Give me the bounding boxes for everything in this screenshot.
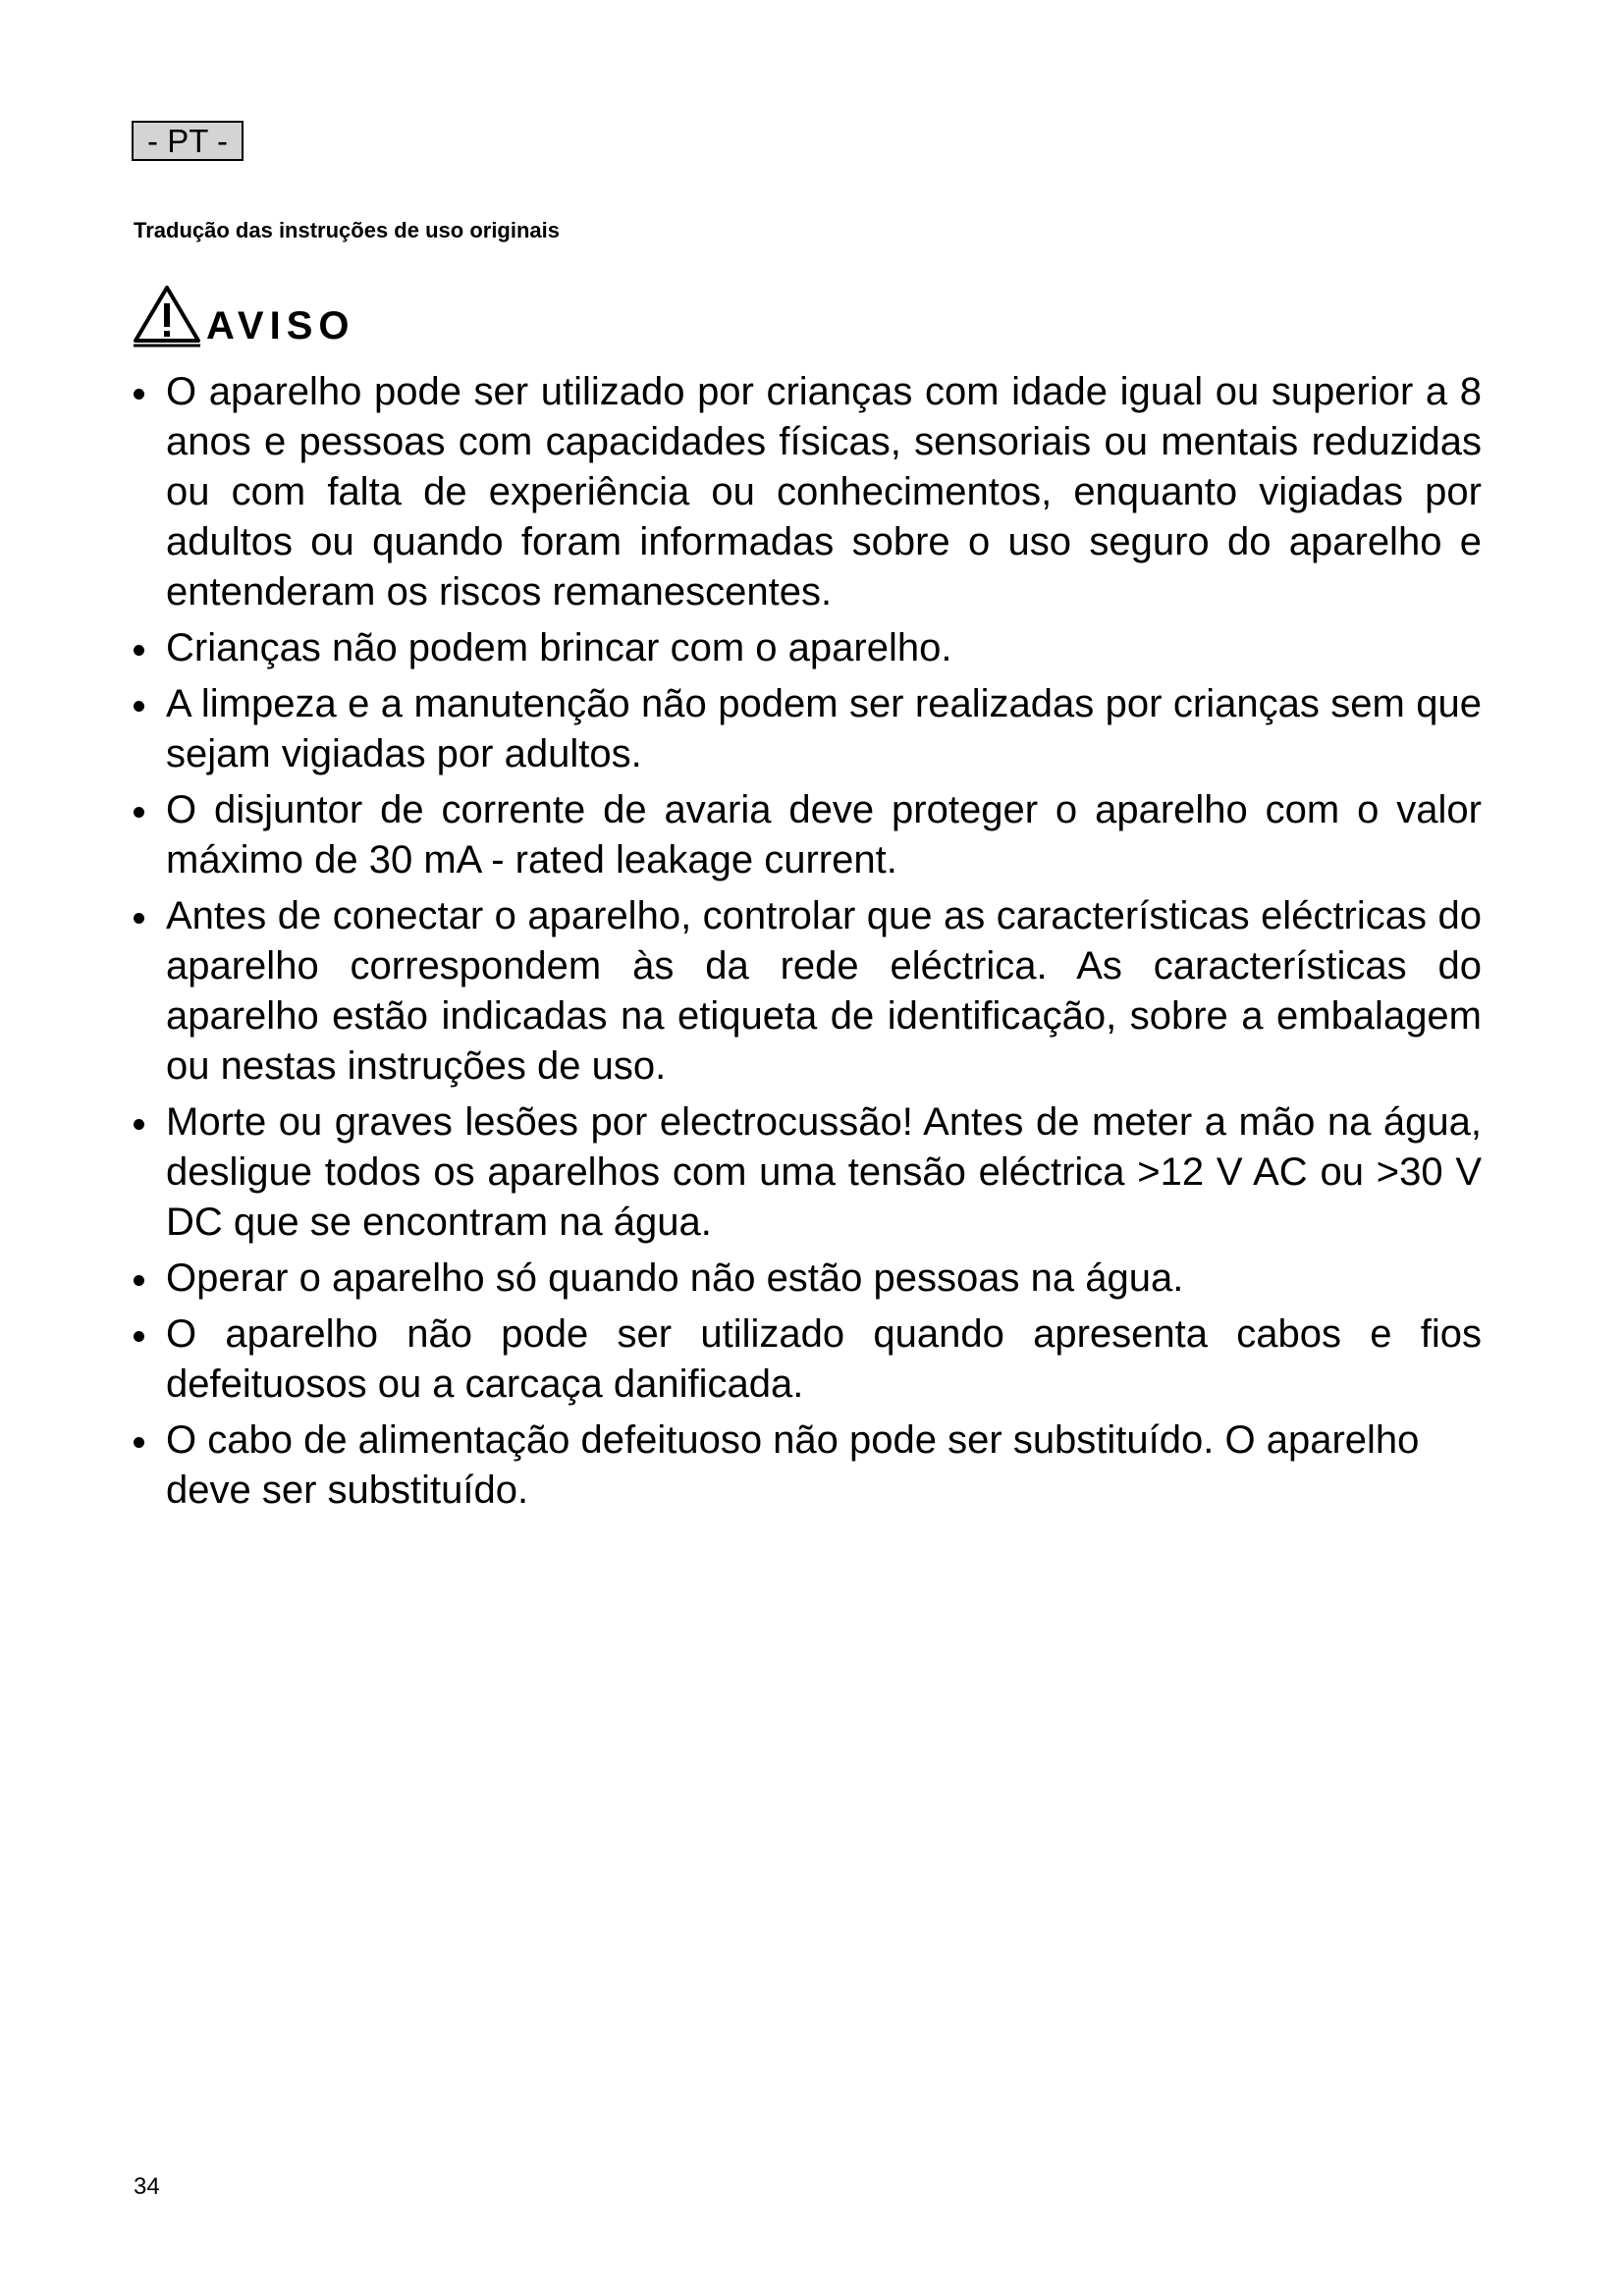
- list-item: O disjuntor de corrente de avaria deve proteger o aparelho com o valor máximo de 30 mA - rated leakage current.: [132, 785, 1482, 885]
- list-item: Operar o aparelho só quando não estão pessoas na água.: [132, 1254, 1482, 1304]
- warning-triangle-icon: [132, 284, 202, 348]
- list-item: O aparelho não pode ser utilizado quando apresenta cabos e fios defeituosos ou a carcaça danificada.: [132, 1309, 1482, 1410]
- language-tag: - PT -: [132, 121, 244, 161]
- page-number: 34: [134, 2173, 160, 2200]
- list-item: Antes de conectar o aparelho, controlar que as características eléctricas do aparelho correspondem às da rede eléctrica. As características do aparelho estão indicadas na etiqueta de identificação, sobre a embalagem ou nestas instruções de uso.: [132, 891, 1482, 1092]
- list-item: Morte ou graves lesões por electrocussão! Antes de meter a mão na água, desligue todos os aparelhos com uma tensão eléctrica >12 V AC ou >30 V DC que se encontram na água.: [132, 1097, 1482, 1248]
- warning-list: [132, 367, 1482, 1522]
- warning-title: AVISO: [206, 304, 355, 347]
- document-subtitle: Tradução das instruções de uso originais: [134, 218, 561, 242]
- list-item: Crianças não podem brincar com o aparelho.: [132, 623, 1482, 673]
- list-item: O cabo de alimentação defeituoso não pode ser substituído. O aparelho deve ser substituído.: [132, 1415, 1482, 1516]
- list-item: A limpeza e a manutenção não podem ser realizadas por crianças sem que sejam vigiadas por adultos.: [132, 679, 1482, 779]
- list-item: O aparelho pode ser utilizado por crianças com idade igual ou superior a 8 anos e pessoas com capacidades físicas, sensoriais ou mentais reduzidas ou com falta de experiência ou conhecimentos, enquanto vigiadas por adultos ou quando foram informadas sobre o uso seguro do aparelho e entenderam os riscos remanescentes.: [132, 367, 1482, 617]
- warning-heading: [132, 278, 355, 348]
